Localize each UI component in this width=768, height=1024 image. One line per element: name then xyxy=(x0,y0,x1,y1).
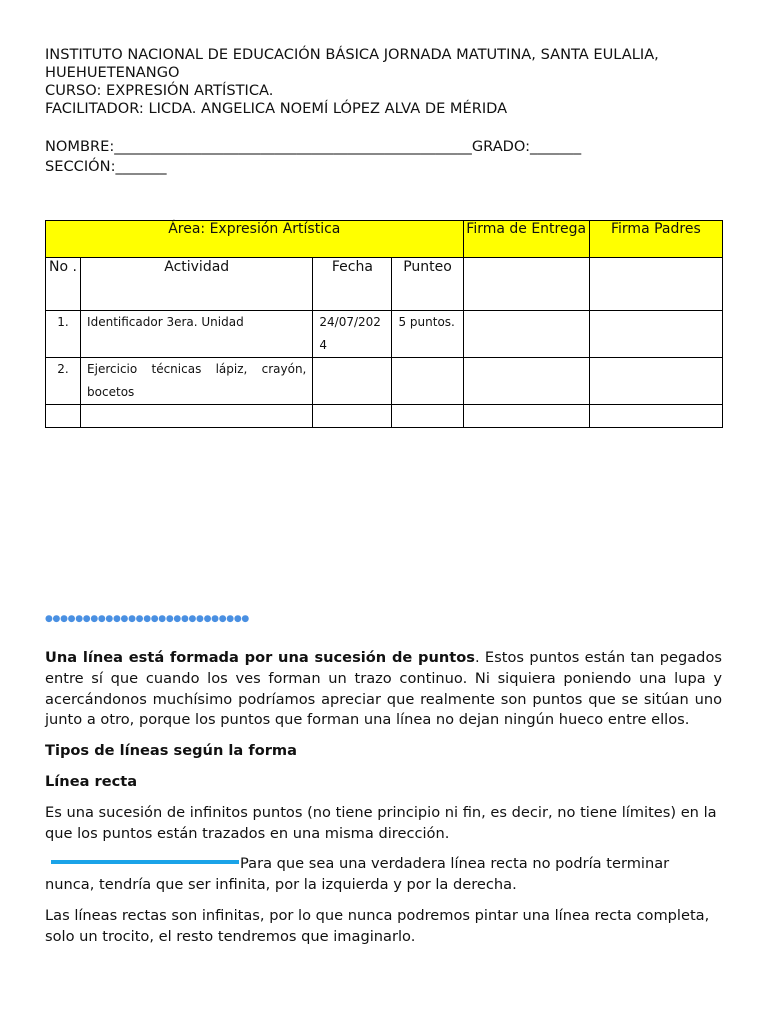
heading-line-types: Tipos de líneas según la forma xyxy=(45,742,297,760)
row-date: 24/07/2024 xyxy=(313,311,392,358)
straight-line-definition: Es una sucesión de infinitos puntos (no tiene principio ni fin, es decir, no tiene límites) en la que los puntos están trazados en una misma dirección. xyxy=(45,803,717,842)
row-activity: Identificador 3era. Unidad xyxy=(81,311,313,358)
delivery-signature-cell xyxy=(463,311,589,358)
empty-cell xyxy=(463,405,589,428)
table-row xyxy=(46,405,723,428)
dotted-line-illustration: ●●●●●●●●●●●●●●●●●●●●●●●●●●● xyxy=(45,614,249,624)
col-score-header: Punteo xyxy=(392,258,463,311)
document-header xyxy=(45,46,725,118)
table-header-row xyxy=(46,221,723,258)
row-activity: Ejercicio técnicas lápiz, crayón, bocetos xyxy=(81,358,313,405)
section-field: SECCIÓN:_______ xyxy=(45,158,167,175)
col-no-header: No . xyxy=(46,258,81,311)
intro-paragraph xyxy=(45,648,722,731)
delivery-signature-cell xyxy=(463,258,589,311)
parents-signature-cell xyxy=(589,358,722,405)
parents-signature-cell xyxy=(589,258,722,311)
table-row xyxy=(46,358,723,405)
straight-line-infinite-text: Para que sea una verdadera línea recta no podría terminar nunca, tendría que ser infinita, por la izquierda y por la derecha. xyxy=(45,855,670,894)
empty-cell xyxy=(81,405,313,428)
course-name: CURSO: EXPRESIÓN ARTÍSTICA. xyxy=(45,82,274,99)
intro-bold-text: Una línea está formada por una sucesión de puntos xyxy=(45,649,475,666)
empty-cell xyxy=(313,405,392,428)
straight-line-sample xyxy=(51,860,239,864)
lesson-content xyxy=(45,648,722,958)
parents-signature-header: Firma Padres xyxy=(589,221,722,258)
heading-straight-line: Línea recta xyxy=(45,772,138,790)
col-activity-header: Actividad xyxy=(81,258,313,311)
institution-name: INSTITUTO NACIONAL DE EDUCACIÓN BÁSICA JORNADA MATUTINA, SANTA EULALIA, HUEHUETENANGO xyxy=(45,46,659,81)
empty-cell xyxy=(46,405,81,428)
row-date xyxy=(313,358,392,405)
row-no: 2. xyxy=(46,358,81,405)
delivery-signature-cell xyxy=(463,358,589,405)
row-score xyxy=(392,358,463,405)
row-no: 1. xyxy=(46,311,81,358)
col-date-header: Fecha xyxy=(313,258,392,311)
empty-cell xyxy=(589,405,722,428)
table-row xyxy=(46,311,723,358)
activities-table xyxy=(45,220,723,428)
student-fields xyxy=(45,137,581,177)
row-score: 5 puntos. xyxy=(392,311,463,358)
facilitator-name: FACILITADOR: LICDA. ANGELICA NOEMÍ LÓPEZ ALVA DE MÉRIDA xyxy=(45,100,508,117)
name-grade-field: NOMBRE:_________________________________________________GRADO:_______ xyxy=(45,138,582,155)
empty-cell xyxy=(392,405,463,428)
straight-line-partial-paragraph: Las líneas rectas son infinitas, por lo que nunca podremos pintar una línea recta completa, solo un trocito, el resto tendremos que imaginarlo. xyxy=(45,906,710,945)
area-header: Área: Expresión Artística xyxy=(46,221,464,258)
intro-text: . Estos puntos están tan pegados entre sí que cuando los ves forman un trazo continuo. Ni siquiera poniendo una lupa y acercándonos muchísimo podríamos apreciar que realmente son puntos que se sitúan uno junto a otro, porque los puntos que forman una línea no dejan ningún hueco entre ellos. xyxy=(45,649,722,729)
parents-signature-cell xyxy=(589,311,722,358)
table-column-row xyxy=(46,258,723,311)
straight-line-infinite-paragraph xyxy=(45,854,722,896)
delivery-signature-header: Firma de Entrega xyxy=(463,221,589,258)
